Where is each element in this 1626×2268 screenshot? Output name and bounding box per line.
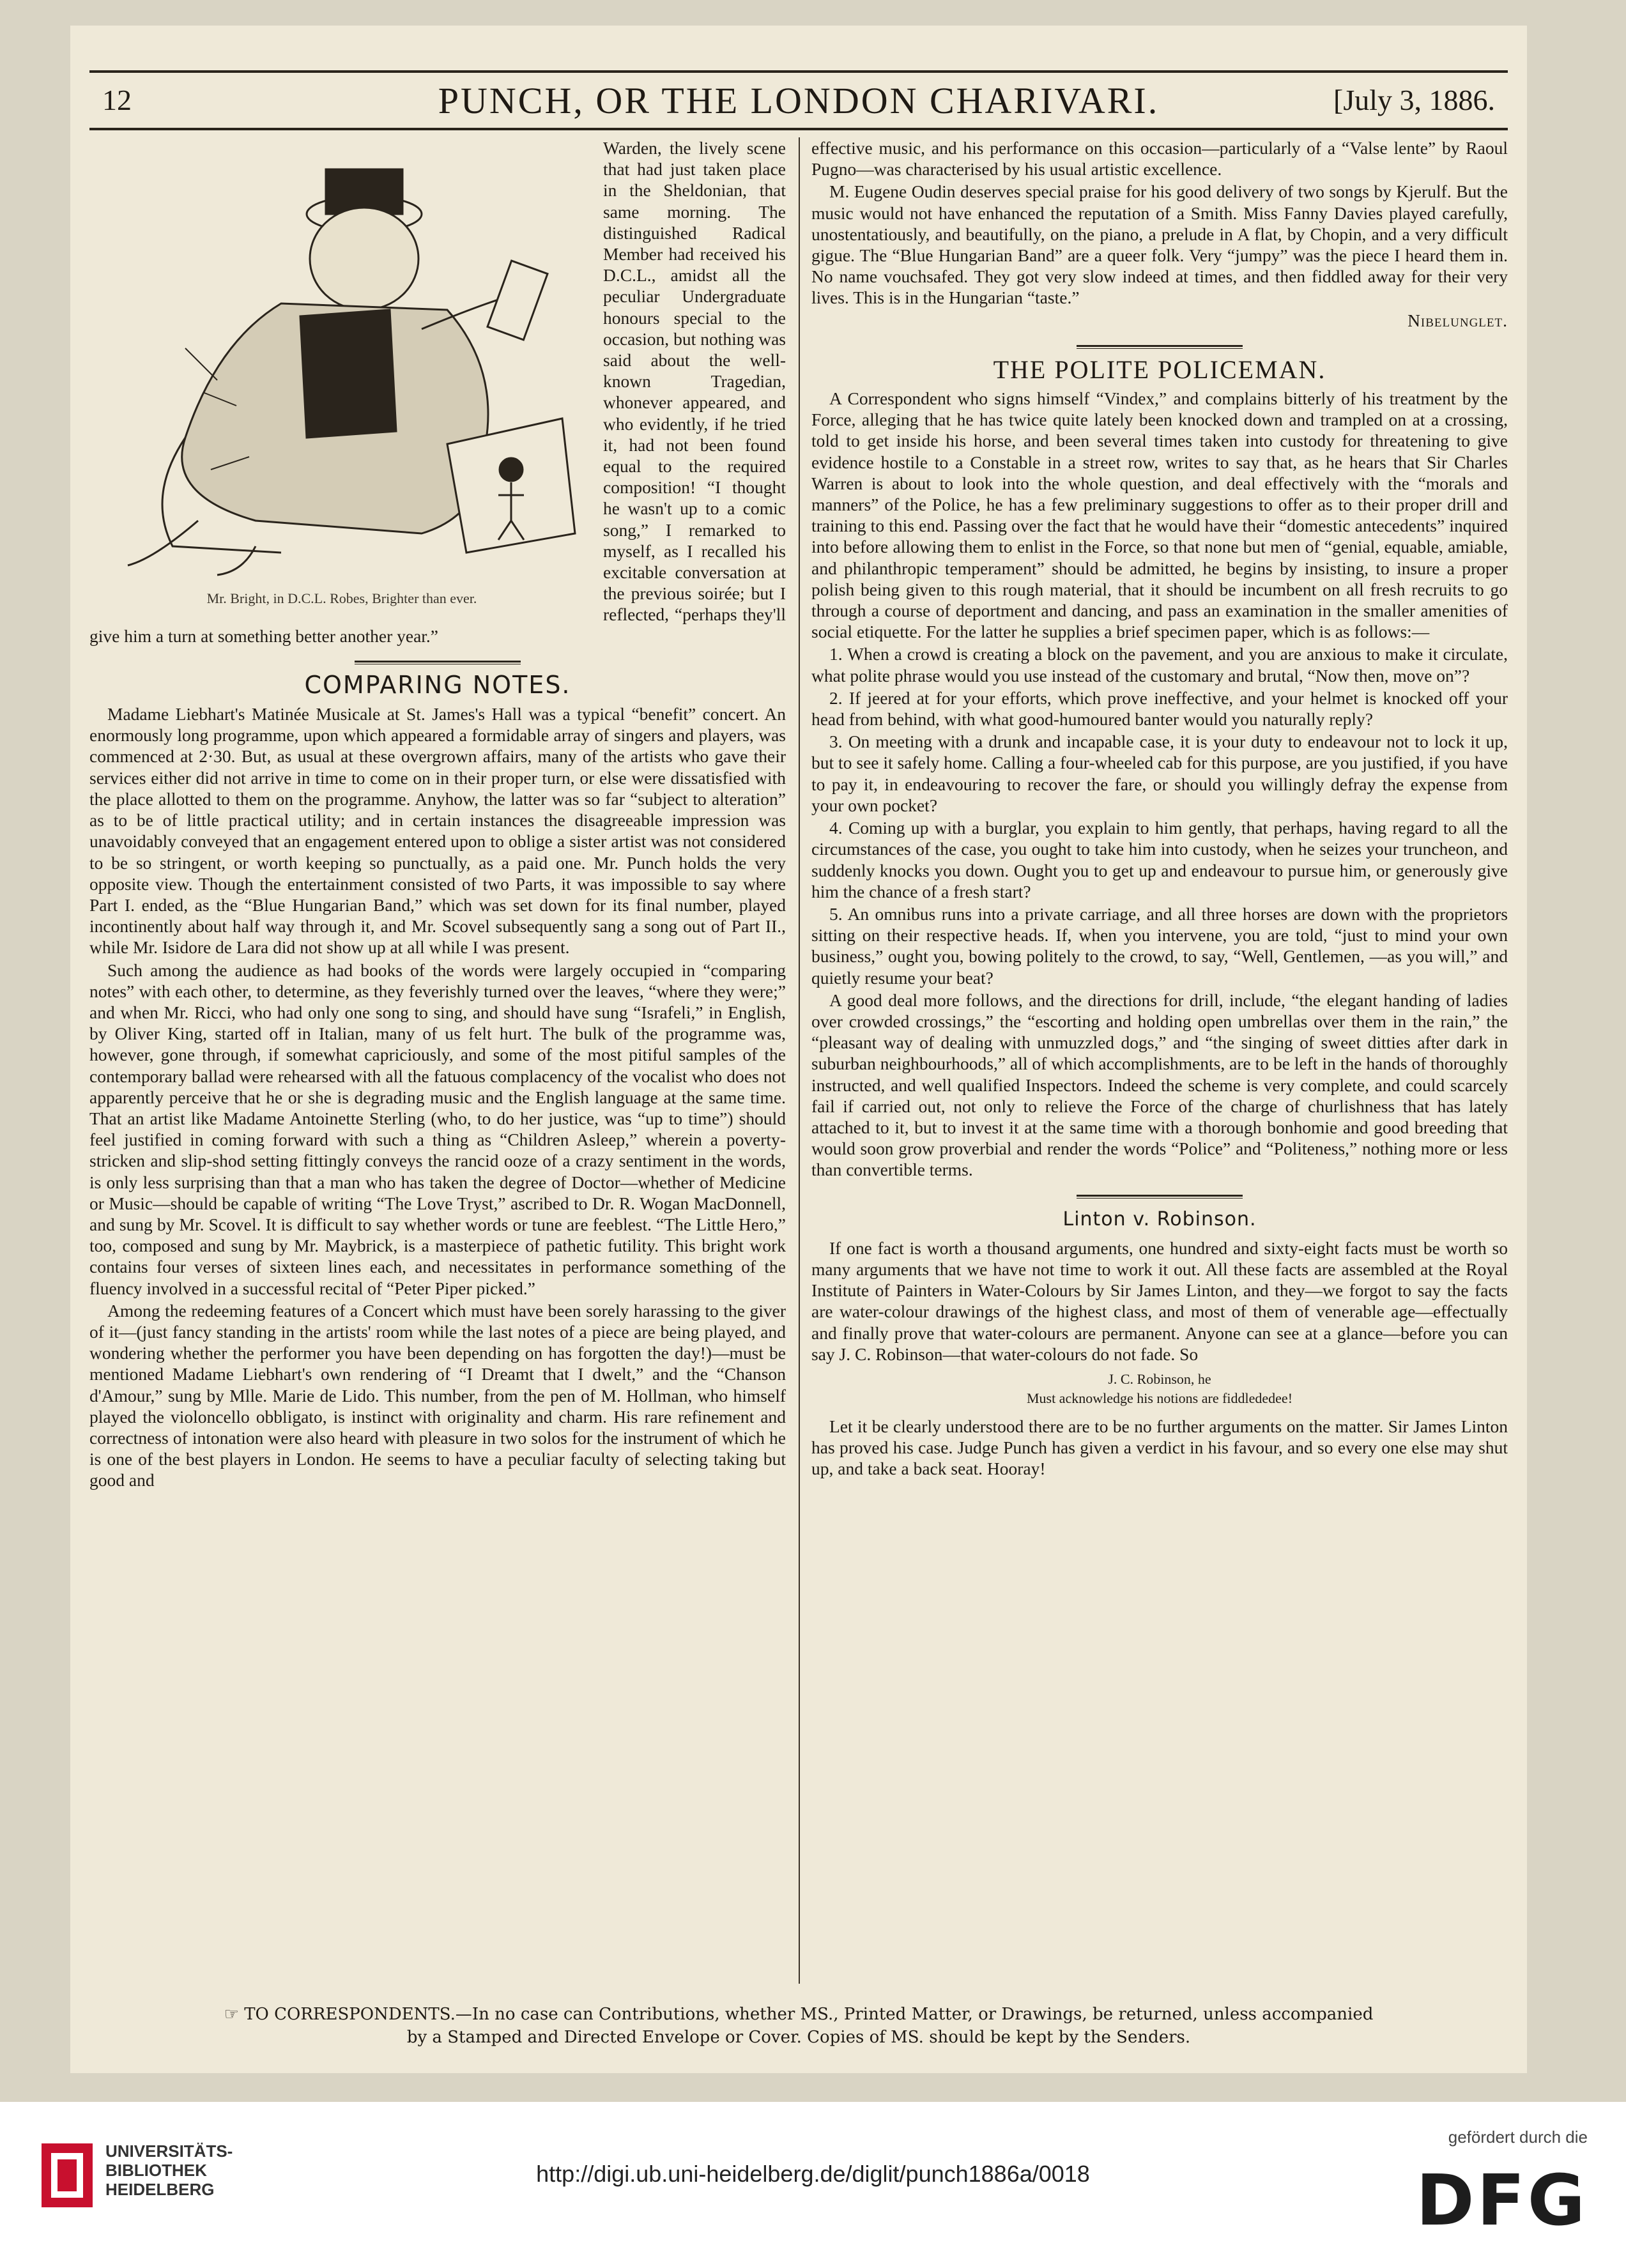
notice-line-1: ☞ TO CORRESPONDENTS.—In no case can Contributions, whether MS., Printed Matter, or Drawings, be returned, unless accompanied xyxy=(224,2005,1374,2024)
police-paragraph-closing: A good deal more follows, and the directions for drill, include, “the elegant handing of ladies over crowded crossings,” the “escorting and holding open umbrellas over them in the rain,” the “pleasant way of dealing with unmuzzled dogs,” and “the singing of sweet ditties after dark in suburban neighbourhoods,” all of which accomplishments, are to be left in the hands of thoroughly instructed, and well qualified Inspectors. Indeed the scheme is very complete, and could scarcely fail if carried out, not only to relieve the Force of the charge of churlishness that has lately attached to it, but to invest it at the same time with a thorough bonhomie and good breeding that would soon grow proverbial and render the words “Police” and “Politeness,” nothing more or less than convertible terms. xyxy=(811,990,1508,1180)
page-header xyxy=(89,70,1508,128)
heading-comparing-notes: COMPARING NOTES. xyxy=(304,670,571,699)
verse-couplet xyxy=(811,1370,1508,1408)
notice-line-2: by a Stamped and Directed Envelope or Cover. Copies of MS. should be kept by the Senders. xyxy=(406,2028,1191,2047)
police-paragraph-intro: A Correspondent who signs himself “Vindex,” and complains bitterly of his treatment by the Force, alleging that he has twice quite lately been knocked down and trampled on at a crossing, told to get inside his horse, and been several times taken into custody for threatening to give evidence hostile to a Constable in a street row, writes to say that, as he hears that Sir Charles Warren is about to look into the whole question, and deal effectively with the “morals and manners” of the Police, he has a few preliminary suggestions to offer as to their proper drill and training to this end. Passing over the fact that he would have their “domestic antecedents” inquired into before allowing them to enlist in the Force, so that none but men of “genial, equable, amiable, and philanthropic temperament” should be admitted, he begins by insisting, to insure a proper polish being given to this rough material, that it should be incumbent on all fresh recruits to go through a course of deportment and dancing, and pass an examination in the smaller amenities of social etiquette. For the latter he supplies a brief specimen paper, which is as follows:— xyxy=(811,388,1508,642)
police-question-4: 4. Coming up with a burglar, you explain to him gently, that perhaps, having regard to all the circumstances of the case, you ought to take him into custody, when he seizes your truncheon, and suddenly knocks you down. Ought you to get up and endeavour to pursue him, or generously give him the chance of a fresh start? xyxy=(811,818,1508,901)
concert-paragraph-2: M. Eugene Oudin deserves special praise for his good delivery of two songs by Kjerulf. But the music would not have enhanced the reputation of a Smith. Miss Fanny Davies played carefully, unostentatiously, and beautifully, on the piano, a prelude in A flat, by Chopin, and a very difficult gigue. The “Blue Hungarian Band” are a queer folk. Very “jumpy” was the piece I heard them in. No name vouchsafed. They got very slow indeed at times, and then fiddled away for their very lives. This is in the Hungarian “taste.” xyxy=(811,181,1508,308)
comparing-paragraph-3: Among the redeeming features of a Concert which must have been sorely harassing to the giver of it—(just fancy standing in the artists' room while the last notes of a piece are being played, and wondering whether the performer you have been depending on has forgotten the day!)—must be mentioned Madame Liebhart's own rendering of “I Dreamt that I dwelt,” and the “Chanson d'Amour,” sung by Mlle. Marie de Lido. This number, from the pen of M. Hollman, who himself played the violoncello obbligato, is instinct with originality and charm. His rare refinement and correctness of intonation were also heard with pleasure in two solos for the instrument of which he is one of the best players in London. He seems to have a peculiar faculty of selecting taking but good and xyxy=(89,1300,786,1490)
police-question-2: 2. If jeered at for your efforts, which prove ineffective, and your helmet is knocked off your head from behind, with what good-humoured banter would you naturally reply? xyxy=(811,687,1508,730)
section-rule xyxy=(1077,1195,1243,1199)
police-question-5: 5. An omnibus runs into a private carriage, and all three horses are down with the proprietors sitting on their respective heads. If, when you intervene, you are told, “just to mind your own business,” ought you, bowing politely to the crowd, to say, “Well, Gentlemen, —as you will,” and quietly resume your beat? xyxy=(811,903,1508,988)
intro-paragraph: Warden, the lively scene that had just taken place in the Sheldonian, that same morning. The distinguished Radical Member had received his D.C.L., amidst all the peculiar Undergraduate honours special to the occasion, but nothing was said about the well-known Tragedian, whonever appeared, and who evidently, if he tried it, had not been found equal to the required composition! “I thought he wasn't up to a comic song,” I remarked to myself, as I recalled his excitable conversation at the previous soirée; but I reflected, “perhaps they'll give him a turn at something better another year.” xyxy=(89,138,786,646)
uni-line-1: UNIVERSITÄTS- xyxy=(105,2142,233,2161)
comparing-paragraph-2: Such among the audience as had books of the words were largely occupied in “comparing notes” with each other, to determine, as they feverishly turned over the leaves, “where they were;” and when Mr. Ricci, who had only one song to sing, and should have sung “Israfeli,” in English, by Oliver King, started off in Italian, many of us felt hurt. The bulk of the programme was, however, gone through, if somewhat capriciously, and some of the most pitiful samples of the contemporary ballad were rehearsed with all the fatuous complacency of the vocalist who does not apparently perceive that he or she is degrading music and the English language at the same time. That an artist like Madame Antoinette Sterling (who, to do her justice, was “up to time”) should feel justified in coming forward with such a thing as “Children Asleep,” wherein a poverty-stricken and slip-shod setting fittingly conveys the rancid ooze of a crazy sentiment in the words, is only less surprising than that a man who has taken the degree of Doctor—whether of Medicine or Music—should be capable of writing “The Love Tryst,” ascribed to Dr. R. Wogan MacDonnell, and sung by Mr. Scovel. It is difficult to say whether words or tune are feeblest. “The Little Hero,” too, composed and sung by Mr. Maybrick, is a masterpiece of pathetic futility. This bright work contains four verses of sixteen lines each, and necessitates in performance something of the fluency involved in a successful recital of “Peter Piper picked.” xyxy=(89,960,786,1298)
comparing-paragraph-1: Madame Liebhart's Matinée Musicale at St. James's Hall was a typical “benefit” concert. An enormously long programme, upon which appeared a formidable array of singers and players, was commenced at 2·30. But, as usual at these overgrown affairs, many of the artists who gave their services either did not arrive in time to come on in their proper turn, or else were dissatisfied with the place allotted to them on the programme. Anyhow, the latter was so far “subject to alteration” as to be of little practical utility; and in certain instances the disagreeable impression was unavoidably conveyed that an engagement entered upon to oblige a sister artist was not considered to be so stringent, or worth keeping so punctually, as a paid one. Mr. Punch holds the very opposite view. Though the entertainment consisted of two Parts, it was impossible to say where Part I. ended, as the “Blue Hungarian Band,” which was set down for its final number, played incontinently about half way through it, and Mr. Scovel subsequently sang a song out of Part II., while Mr. Isidore de Lara did not show up at all while I was present. xyxy=(89,704,786,958)
linton-paragraph-1: If one fact is worth a thousand arguments, one hundred and sixty-eight facts must be worth so many arguments that we have not time to work it out. All these facts are assembled at the Royal Institute of Painters in Water-Colours by Sir James Linton, and they—we forgot to say the facts are water-colour drawings of the highest class, and most of them of venerable age—effectually and finally prove that water-colours are permanent. Anyone can see at a glance—before you can say J. C. Robinson—that water-colours do not fade. So xyxy=(811,1237,1508,1364)
newspaper-page xyxy=(70,26,1527,2073)
heading-linton-v-robinson: Linton v. Robinson. xyxy=(1062,1207,1257,1230)
signature-nibelunglet: Nibelunglet. xyxy=(1407,310,1508,330)
permalink-url[interactable]: http://digi.ub.uni-heidelberg.de/diglit/punch1886a/0018 xyxy=(536,2161,1090,2187)
uni-line-3: HEIDELBERG xyxy=(105,2180,215,2199)
concert-paragraph-1: effective music, and his performance on this occasion—particularly of a “Valse lente” by Raoul Pugno—was characterised by his usual artistic excellence. xyxy=(811,138,1508,180)
funded-by-label: gefördert durch die xyxy=(1448,2127,1588,2147)
section-rule xyxy=(1077,345,1243,349)
cartoon-caption: Mr. Bright, in D.C.L. Robes, Brighter than ever. xyxy=(206,590,477,606)
linton-paragraph-2: Let it be clearly understood there are to be no further arguments on the matter. Sir James Linton has proved his case. Judge Punch has given a verdict in his favour, and so every one else may shut up, and take a back seat. Hooray! xyxy=(811,1416,1508,1479)
correspondents-notice xyxy=(89,2003,1508,2049)
issue-date: [July 3, 1886. xyxy=(1333,84,1495,116)
column-divider xyxy=(799,137,800,1984)
dfg-logo: DFG xyxy=(1416,2159,1588,2241)
police-question-3: 3. On meeting with a drunk and incapable case, it is your duty to endeavour not to lock it up, but to see it safely home. Calling a four-wheeled cab for this purpose, are you justified, if you have to pay it, in endeavouring to recover the fare, or should you willingly defray the expense from your own pocket? xyxy=(811,732,1508,815)
section-rule xyxy=(355,661,521,664)
verse-line-1: J. C. Robinson, he xyxy=(1108,1370,1211,1387)
cartoon-figure xyxy=(89,137,594,617)
cartoon-illustration xyxy=(89,137,594,578)
header-bottom-rule xyxy=(89,128,1508,130)
page-number: 12 xyxy=(102,84,132,116)
police-question-1: 1. When a crowd is creating a block on the pavement, and you are anxious to make it circulate, what polite phrase would you use instead of the customary and brutal, “Now then, move on”? xyxy=(811,644,1508,686)
heading-polite-policeman: THE POLITE POLICEMAN. xyxy=(993,355,1326,384)
library-footer-bar xyxy=(0,2102,1626,2268)
left-column xyxy=(89,137,786,1492)
right-column xyxy=(811,137,1508,1481)
verse-line-2: Must acknowledge his notions are fiddlededee! xyxy=(1026,1390,1293,1406)
uni-line-2: BIBLIOTHEK xyxy=(105,2161,207,2180)
masthead-title: PUNCH, OR THE LONDON CHARIVARI. xyxy=(438,80,1160,121)
